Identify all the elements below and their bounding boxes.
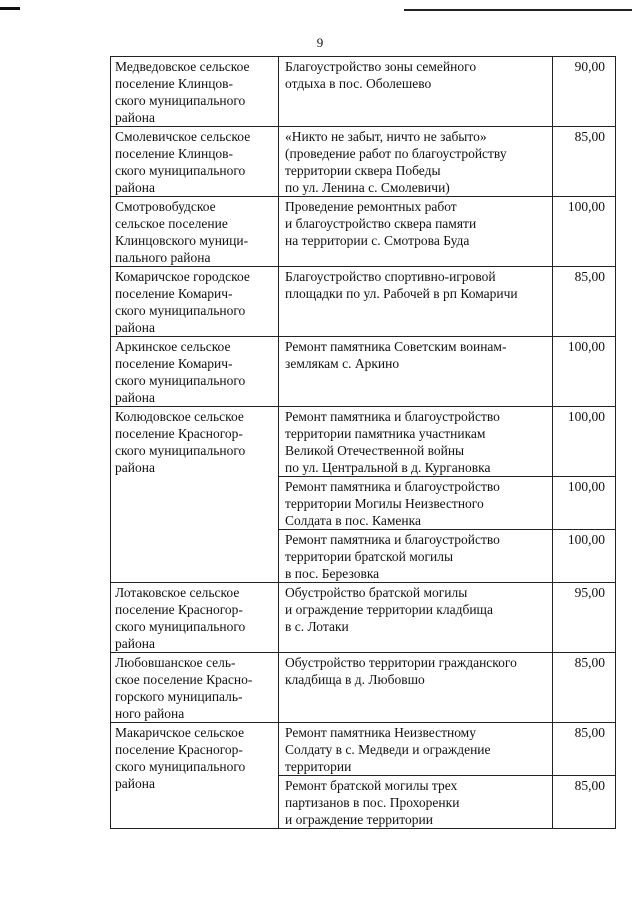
project-cell — [279, 723, 553, 776]
settlement-line: ского муниципального — [115, 619, 246, 634]
project-line: Ремонт памятника Неизвестному — [285, 725, 476, 740]
project-cell — [279, 197, 553, 267]
project-line: Солдату в с. Медведи и ограждение — [285, 742, 491, 757]
table-row — [111, 197, 616, 267]
table-row — [111, 337, 616, 407]
project-line: территории — [285, 759, 352, 774]
project-line: территории Могилы Неизвестного — [285, 496, 484, 511]
settlement-line: Клинцовского муници- — [115, 233, 249, 248]
project-line: Благоустройство зоны семейного — [285, 59, 477, 74]
settlement-line: ское поселение Красно- — [115, 672, 253, 687]
project-line: (проведение работ по благоустройству — [285, 146, 507, 161]
amount-cell: 100,00 — [553, 197, 616, 267]
project-cell — [279, 477, 553, 530]
project-line: Обустройство территории гражданского — [285, 655, 517, 670]
table-row — [111, 407, 616, 477]
settlement-line: поселение Клинцов- — [115, 146, 234, 161]
settlement-line: поселение Красногор- — [115, 426, 243, 441]
settlement-line: поселение Красногор- — [115, 742, 243, 757]
settlement-cell — [111, 583, 279, 653]
settlement-cell — [111, 407, 279, 583]
project-cell — [279, 407, 553, 477]
project-line: партизанов в пос. Прохоренки — [285, 795, 460, 810]
settlement-line: района — [115, 110, 155, 125]
settlement-line: Медведовское сельское — [115, 59, 250, 74]
project-line: Солдата в пос. Каменка — [285, 513, 421, 528]
project-cell — [279, 653, 553, 723]
projects-table-body — [111, 57, 616, 829]
settlement-line: ского муниципального — [115, 443, 246, 458]
project-cell — [279, 127, 553, 197]
amount-cell: 95,00 — [553, 583, 616, 653]
settlement-line: поселение Клинцов- — [115, 76, 234, 91]
project-line: и ограждение территории — [285, 812, 433, 827]
settlement-line: поселение Красногор- — [115, 602, 243, 617]
project-line: отдыха в пос. Оболешево — [285, 76, 432, 91]
project-cell — [279, 337, 553, 407]
settlement-cell — [111, 197, 279, 267]
project-line: на территории с. Смотрова Буда — [285, 233, 470, 248]
project-line: Ремонт памятника и благоустройство — [285, 409, 500, 424]
project-line: территории сквера Победы — [285, 163, 441, 178]
project-line: Благоустройство спортивно-игровой — [285, 269, 496, 284]
amount-cell: 90,00 — [553, 57, 616, 127]
amount-cell: 85,00 — [553, 723, 616, 776]
amount-cell: 85,00 — [553, 653, 616, 723]
settlement-line: Любовшанское сель- — [115, 655, 236, 670]
scan-mark-right — [404, 9, 632, 11]
settlement-cell — [111, 653, 279, 723]
project-line: площадки по ул. Рабочей в рп Комаричи — [285, 286, 518, 301]
project-line: территории братской могилы — [285, 549, 454, 564]
project-line: в пос. Березовка — [285, 566, 380, 581]
amount-cell: 85,00 — [553, 267, 616, 337]
settlement-line: Смотровобудское — [115, 199, 216, 214]
table-row — [111, 127, 616, 197]
projects-table — [110, 56, 616, 829]
project-line: территории памятника участникам — [285, 426, 486, 441]
settlement-line: района — [115, 460, 155, 475]
project-line: Великой Отечественной войны — [285, 443, 465, 458]
project-line: Ремонт памятника и благоустройство — [285, 479, 500, 494]
project-line: и благоустройство сквера памяти — [285, 216, 477, 231]
project-line: Ремонт братской могилы трех — [285, 778, 458, 793]
project-line: Проведение ремонтных работ — [285, 199, 457, 214]
settlement-line: Лотаковское сельское — [115, 585, 240, 600]
amount-cell: 100,00 — [553, 530, 616, 583]
settlement-cell — [111, 267, 279, 337]
settlement-line: поселение Комарич- — [115, 356, 233, 371]
settlement-cell — [111, 723, 279, 829]
table-row — [111, 57, 616, 127]
table-row — [111, 653, 616, 723]
project-cell — [279, 57, 553, 127]
settlement-line: ского муниципального — [115, 93, 246, 108]
project-line: землякам с. Аркино — [285, 356, 400, 371]
settlement-line: района — [115, 320, 155, 335]
project-line: «Никто не забыт, ничто не забыто» — [285, 129, 487, 144]
settlement-line: ского муниципального — [115, 759, 246, 774]
table-row — [111, 723, 616, 776]
settlement-line: Комаричское городское — [115, 269, 250, 284]
scan-mark-left — [0, 7, 20, 10]
settlement-line: Аркинское сельское — [115, 339, 231, 354]
settlement-cell — [111, 127, 279, 197]
project-cell — [279, 267, 553, 337]
settlement-line: горского муниципаль- — [115, 689, 243, 704]
project-cell — [279, 530, 553, 583]
table-row — [111, 583, 616, 653]
settlement-line: Макаричское сельское — [115, 725, 245, 740]
project-line: Обустройство братской могилы — [285, 585, 468, 600]
settlement-cell — [111, 337, 279, 407]
settlement-line: пального района — [115, 250, 211, 265]
project-cell — [279, 583, 553, 653]
project-line: Ремонт памятника и благоустройство — [285, 532, 500, 547]
amount-cell: 100,00 — [553, 337, 616, 407]
amount-cell: 85,00 — [553, 127, 616, 197]
settlement-line: района — [115, 636, 155, 651]
settlement-line: ского муниципального — [115, 163, 246, 178]
project-line: в с. Лотаки — [285, 619, 349, 634]
settlement-line: района — [115, 776, 155, 791]
project-line: и ограждение территории кладбища — [285, 602, 493, 617]
project-cell — [279, 776, 553, 829]
settlement-line: ского муниципального — [115, 373, 246, 388]
settlement-line: сельское поселение — [115, 216, 228, 231]
project-line: по ул. Центральной в д. Кургановка — [285, 460, 491, 475]
settlement-line: поселение Комарич- — [115, 286, 233, 301]
amount-cell: 85,00 — [553, 776, 616, 829]
project-line: по ул. Ленина с. Смолевичи) — [285, 180, 450, 195]
project-line: кладбища в д. Любовшо — [285, 672, 425, 687]
settlement-line: ского муниципального — [115, 303, 246, 318]
table-row — [111, 267, 616, 337]
settlement-line: ного района — [115, 706, 185, 721]
project-line: Ремонт памятника Советским воинам- — [285, 339, 507, 354]
settlement-line: Смолевичское сельское — [115, 129, 251, 144]
settlement-cell — [111, 57, 279, 127]
settlement-line: района — [115, 180, 155, 195]
page-number: 9 — [316, 35, 324, 50]
settlement-line: Колюдовское сельское — [115, 409, 244, 424]
settlement-line: района — [115, 390, 155, 405]
amount-cell: 100,00 — [553, 477, 616, 530]
amount-cell: 100,00 — [553, 407, 616, 477]
